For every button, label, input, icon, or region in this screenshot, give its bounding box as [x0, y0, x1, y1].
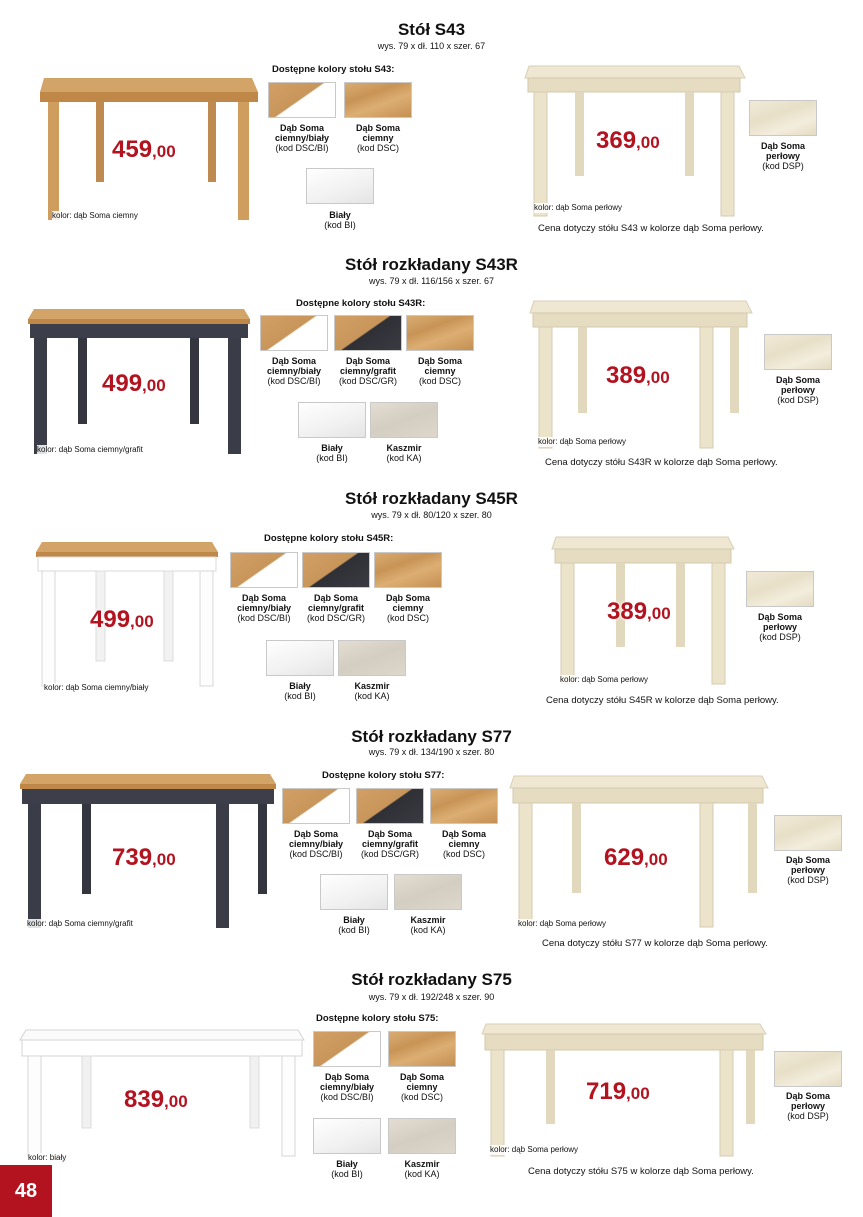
main-color-label-s75: kolor: biały [28, 1153, 67, 1162]
swatch-label-s45r-dsp: Dąb Soma perłowy (kod DSP) [757, 612, 802, 642]
oak-swatch [406, 315, 474, 351]
price-note-s45r: Cena dotyczy stółu S45R w kolorze dąb Soma perłowy. [546, 695, 779, 706]
swatch-label-s43-dsp: Dąb Soma perłowy (kod DSP) [760, 141, 805, 171]
swatch-label-s75-dsc: Dąb Soma ciemny (kod DSC) [399, 1072, 444, 1102]
swatch-label-s45r-dsc: Dąb Soma ciemny (kod DSC) [385, 593, 430, 623]
cashmere-swatch [370, 402, 438, 438]
oak-white-swatch [282, 788, 350, 824]
available-colors-label-s43r: Dostępne kolory stołu S43R: [296, 298, 426, 309]
oak-white-swatch [268, 82, 336, 118]
page-number: 48 [0, 1165, 52, 1217]
swatch-label-s45r-bi: Biały (kod BI) [284, 681, 316, 701]
section-title-s43r: Stół rozkładany S43R [345, 255, 518, 274]
pearl-swatch [774, 1051, 842, 1087]
white-swatch [313, 1118, 381, 1154]
swatch-label-s43r-dsp: Dąb Soma perłowy (kod DSP) [775, 375, 820, 405]
main-color-label-s45r: kolor: dąb Soma ciemny/biały [44, 683, 149, 692]
swatch-label-s75-bi: Biały (kod BI) [331, 1159, 363, 1179]
swatch-label-s45r-dsc-gr: Dąb Soma ciemny/grafit (kod DSC/GR) [306, 593, 365, 623]
oak-graphite-swatch [302, 552, 370, 588]
price-note-s43: Cena dotyczy stółu S43 w kolorze dąb Soma perłowy. [538, 223, 764, 234]
alt-price-s43r: 389,00 [606, 362, 670, 389]
swatch-label-s43r-bi: Biały (kod BI) [316, 443, 348, 463]
swatch-label-s77-bi: Biały (kod BI) [338, 915, 370, 935]
white-swatch [320, 874, 388, 910]
pearl-swatch [764, 334, 832, 370]
alt-price-s43: 369,00 [596, 127, 660, 154]
main-price-s77: 739,00 [112, 844, 176, 871]
alt-color-label-s43r: kolor: dąb Soma perłowy [538, 437, 627, 446]
alt-color-label-s75: kolor: dąb Soma perłowy [490, 1145, 579, 1154]
swatch-label-s45r-ka: Kaszmir (kod KA) [354, 681, 390, 701]
oak-swatch [344, 82, 412, 118]
swatch-label-s43-dsc-bi: Dąb Soma ciemny/biały (kod DSC/BI) [274, 123, 330, 153]
swatch-label-s43r-dsc-gr: Dąb Soma ciemny/grafit (kod DSC/GR) [338, 356, 397, 386]
alt-price-s77: 629,00 [604, 844, 668, 871]
available-colors-label-s45r: Dostępne kolory stołu S45R: [264, 533, 394, 544]
price-note-s77: Cena dotyczy stółu S77 w kolorze dąb Soma perłowy. [542, 938, 768, 949]
dimensions-s43r: wys. 79 x dł. 116/156 x szer. 67 [369, 276, 494, 286]
main-price-s45r: 499,00 [90, 606, 154, 633]
swatch-label-s75-dsp: Dąb Soma perłowy (kod DSP) [785, 1091, 830, 1121]
oak-white-swatch [313, 1031, 381, 1067]
oak-white-swatch [230, 552, 298, 588]
swatch-label-s43r-ka: Kaszmir (kod KA) [386, 443, 422, 463]
swatch-label-s77-dsc: Dąb Soma ciemny (kod DSC) [441, 829, 486, 859]
main-price-s75: 839,00 [124, 1086, 188, 1113]
available-colors-label-s75: Dostępne kolory stołu S75: [316, 1013, 439, 1024]
alt-price-s75: 719,00 [586, 1078, 650, 1105]
main-price-s43: 459,00 [112, 136, 176, 163]
section-title-s45r: Stół rozkładany S45R [345, 489, 518, 508]
available-colors-label-s43: Dostępne kolory stołu S43: [272, 64, 395, 75]
section-title-s75: Stół rozkładany S75 [351, 970, 512, 989]
dimensions-s43: wys. 79 x dł. 110 x szer. 67 [377, 41, 486, 51]
pearl-swatch [746, 571, 814, 607]
white-swatch [298, 402, 366, 438]
dimensions-s77: wys. 79 x dł. 134/190 x szer. 80 [368, 747, 495, 757]
swatch-label-s77-dsc-gr: Dąb Soma ciemny/grafit (kod DSC/GR) [360, 829, 419, 859]
swatch-label-s75-ka: Kaszmir (kod KA) [404, 1159, 440, 1179]
pearl-swatch [774, 815, 842, 851]
white-swatch [306, 168, 374, 204]
swatch-label-s75-dsc-bi: Dąb Soma ciemny/biały (kod DSC/BI) [319, 1072, 375, 1102]
oak-swatch [388, 1031, 456, 1067]
cashmere-swatch [388, 1118, 456, 1154]
dimensions-s75: wys. 79 x dł. 192/248 x szer. 90 [368, 992, 495, 1002]
oak-swatch [374, 552, 442, 588]
price-note-s43r: Cena dotyczy stółu S43R w kolorze dąb Soma perłowy. [545, 457, 778, 468]
oak-white-swatch [260, 315, 328, 351]
alt-price-s45r: 389,00 [607, 598, 671, 625]
price-note-s75: Cena dotyczy stółu S75 w kolorze dąb Soma perłowy. [528, 1166, 754, 1177]
oak-graphite-swatch [334, 315, 402, 351]
section-title-s43: Stół S43 [397, 20, 466, 39]
swatch-label-s43r-dsc: Dąb Soma ciemny (kod DSC) [417, 356, 462, 386]
swatch-label-s77-ka: Kaszmir (kod KA) [410, 915, 446, 935]
cashmere-swatch [394, 874, 462, 910]
cashmere-swatch [338, 640, 406, 676]
alt-color-label-s45r: kolor: dąb Soma perłowy [560, 675, 649, 684]
main-color-label-s43r: kolor: dąb Soma ciemny/grafit [37, 445, 143, 454]
section-title-s77: Stół rozkładany S77 [351, 727, 512, 746]
main-price-s43r: 499,00 [102, 370, 166, 397]
swatch-label-s43-dsc: Dąb Soma ciemny (kod DSC) [355, 123, 400, 153]
swatch-label-s77-dsc-bi: Dąb Soma ciemny/biały (kod DSC/BI) [288, 829, 344, 859]
pearl-swatch [749, 100, 817, 136]
main-color-label-s43: kolor: dąb Soma ciemny [52, 211, 138, 220]
swatch-label-s43-bi: Biały (kod BI) [324, 210, 356, 230]
swatch-label-s45r-dsc-bi: Dąb Soma ciemny/biały (kod DSC/BI) [236, 593, 292, 623]
swatch-label-s77-dsp: Dąb Soma perłowy (kod DSP) [785, 855, 830, 885]
oak-graphite-swatch [356, 788, 424, 824]
alt-color-label-s43: kolor: dąb Soma perłowy [534, 203, 623, 212]
alt-color-label-s77: kolor: dąb Soma perłowy [518, 919, 607, 928]
oak-swatch [430, 788, 498, 824]
swatch-label-s43r-dsc-bi: Dąb Soma ciemny/biały (kod DSC/BI) [266, 356, 322, 386]
white-swatch [266, 640, 334, 676]
available-colors-label-s77: Dostępne kolory stołu S77: [322, 770, 445, 781]
main-color-label-s77: kolor: dąb Soma ciemny/grafit [27, 919, 133, 928]
dimensions-s45r: wys. 79 x dł. 80/120 x szer. 80 [371, 510, 492, 520]
